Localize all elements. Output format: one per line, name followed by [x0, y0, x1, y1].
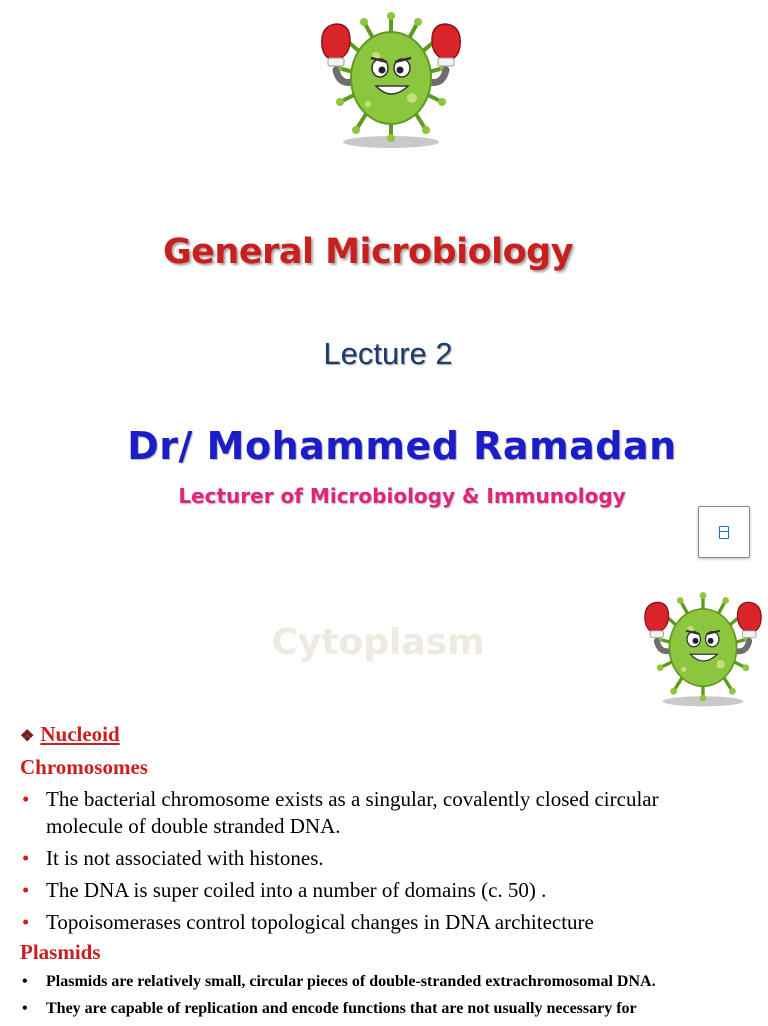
chromosome-bullet-list [20, 786, 740, 941]
plasmids-heading: Plasmids [20, 940, 101, 964]
page-view-icon [719, 526, 729, 539]
nucleoid-heading [20, 722, 120, 747]
page-view-button[interactable] [698, 506, 750, 558]
list-item: • The DNA is super coiled into a number of domains (c. 50) . [20, 877, 740, 904]
chromosomes-heading: Chromosomes [20, 755, 148, 779]
course-title: General Microbiology [162, 232, 574, 272]
lecture-number: Lecture 2 [323, 336, 453, 371]
list-item: • Plasmids are relatively small, circular pieces of double-stranded extrachromosomal DNA. [20, 972, 760, 992]
list-item: • Topoisomerases control topological changes in DNA architecture [20, 909, 740, 936]
list-item: • It is not associated with histones. [20, 845, 740, 872]
nucleoid-link[interactable]: Nucleoid [40, 722, 120, 746]
section-title: Cytoplasm [271, 622, 485, 663]
microbe-boxer-illustration [316, 6, 466, 151]
plasmid-bullet-list [20, 972, 760, 1026]
diamond-bullet-icon: ❖ [20, 728, 35, 745]
author-name: Dr/ Mohammed Ramadan [127, 424, 677, 468]
list-item: • The bacterial chromosome exists as a singular, covalently closed circular molecule of double stranded DNA. [20, 786, 740, 840]
author-role: Lecturer of Microbiology & Immunology [178, 484, 626, 508]
list-item: • They are capable of replication and encode functions that are not usually necessary for [20, 999, 760, 1019]
